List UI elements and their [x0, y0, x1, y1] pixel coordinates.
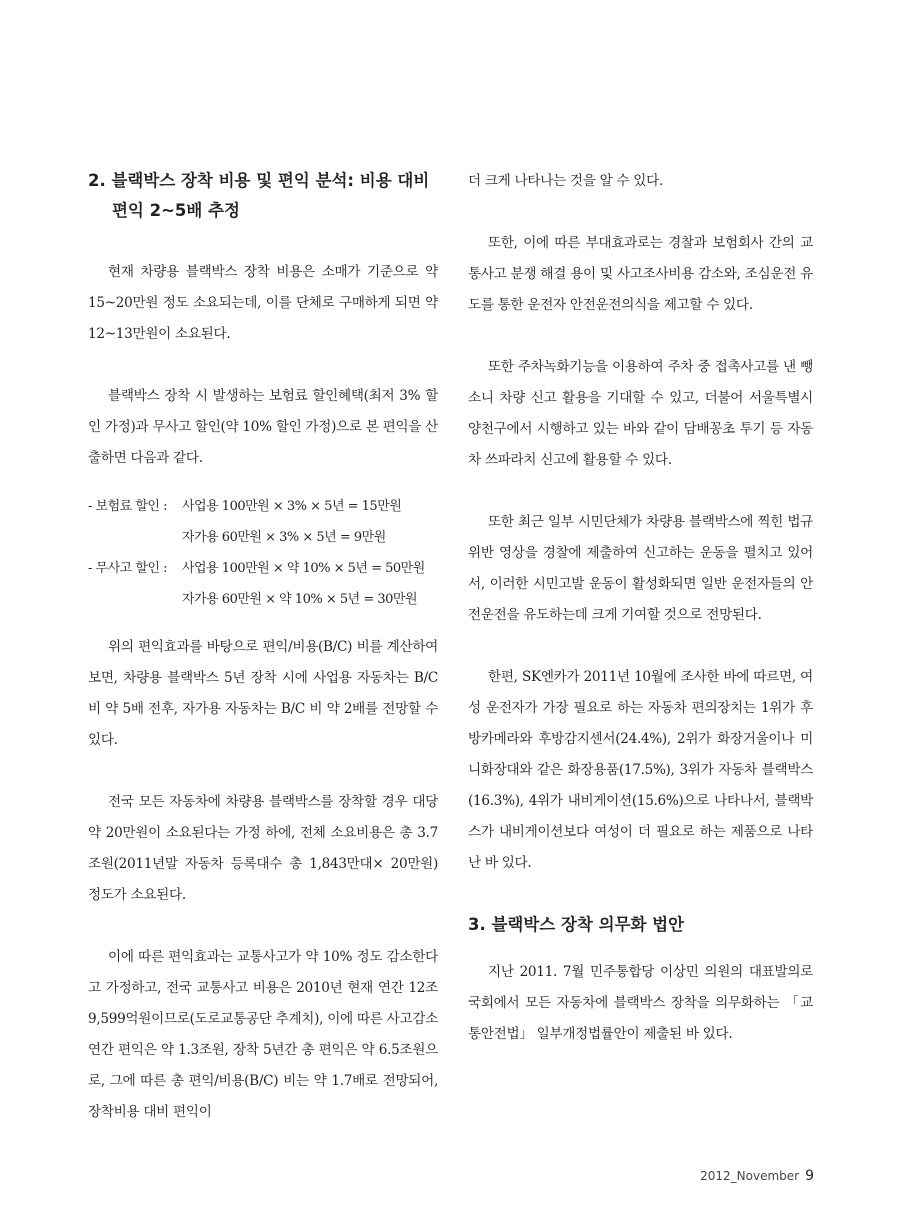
calc-label: - 무사고 할인 : — [88, 561, 167, 576]
calc-row — [88, 491, 438, 522]
calc-row — [88, 522, 438, 553]
calc-value: 사업용 100만원 × 약 10% × 5년 = 50만원 — [182, 561, 425, 576]
right-column — [468, 166, 813, 1050]
section-2-heading — [88, 166, 438, 226]
calc-label — [88, 522, 182, 553]
left-column — [88, 166, 438, 1128]
paragraph-sk-encar-survey: 한편, SK엔카가 2011년 10월에 조사한 바에 따르면, 여성 운전자가 가장 필요로 하는 자동차 편의장치는 1위가 후방카메라와 후방감지센서(24.4%), 2위가 화장거울이나 미니화장대와 같은 화장용품(17.5%), 3위가 자동차 블랙박스(16.3%), 4위가 내비게이션(15.6%)으로 나타나서, 블랙박스가 내비게이션보다 여성이 더 필요로 하는 제품으로 나타난 바 있다. — [468, 669, 813, 871]
calc-value: 자가용 60만원 × 3% × 5년 = 9만원 — [182, 530, 386, 545]
paragraph-bc-ratio: 위의 편익효과를 바탕으로 편익/비용(B/C) 비를 계산하여 보면, 차량용 블랙박스 5년 장착 시에 사업용 자동차는 B/C 비 약 5배 전후, 자가용 자동차는 B/C 비 약 2배를 전망할 수 있다. — [88, 639, 438, 748]
section-2-heading-line2: 편익 2~5배 추정 — [112, 201, 240, 220]
paragraph-parking-recording: 또한 주차녹화기능을 이용하여 주차 중 접촉사고를 낸 뺑소니 차량 신고 활용을 기대할 수 있고, 더불어 서울특별시 양천구에서 시행하고 있는 바와 같이 담배꽁초 투기 등 자동차 쓰파라치 신고에 활용할 수 있다. — [468, 359, 813, 468]
paragraph-bill: 지난 2011. 7월 민주통합당 이상민 의원의 대표발의로 국회에서 모든 자동차에 블랙박스 장착을 의무화하는 「교통안전법」 일부개정법률안이 제출된 바 있다. — [468, 964, 813, 1042]
calc-value: 사업용 100만원 × 3% × 5년 = 15만원 — [182, 499, 402, 514]
calc-value: 자가용 60만원 × 약 10% × 5년 = 30만원 — [182, 592, 418, 607]
calc-label: - 보험료 할인 : — [88, 499, 167, 514]
paragraph-continued: 더 크게 나타나는 것을 알 수 있다. — [468, 173, 663, 189]
benefit-calculation — [88, 491, 438, 615]
calc-row — [88, 584, 438, 615]
issue-label: 2012_November — [700, 1169, 800, 1183]
section-3-heading: 3. 블랙박스 장착 의무화 법안 — [468, 915, 685, 934]
calc-row — [88, 553, 438, 584]
calc-label — [88, 584, 182, 615]
page-footer — [700, 1168, 814, 1184]
paragraph-side-effects: 또한, 이에 따른 부대효과로는 경찰과 보험회사 간의 교통사고 분쟁 해결 용이 및 사고조사비용 감소와, 조심운전 유도를 통한 운전자 안전운전의식을 제고할 수 있다. — [468, 235, 813, 313]
paragraph-total-cost: 전국 모든 자동차에 차량용 블랙박스를 장착할 경우 대당 약 20만원이 소요된다는 가정 하에, 전체 소요비용은 총 3.7조원(2011년말 자동차 등록대수 총 1,843만대× 20만원) 정도가 소요된다. — [88, 794, 438, 903]
paragraph-total-benefit: 이에 따른 편익효과는 교통사고가 약 10% 정도 감소한다고 가정하고, 전국 교통사고 비용은 2010년 현재 연간 12조 9,599억원이므로(도로교통공단 추계치), 이에 따른 사고감소 연간 편익은 약 1.3조원, 장착 5년간 총 편익은 약 6.5조원으로, 그에 따른 총 편익/비용(B/C) 비는 약 1.7배로 전망되어, 장착비용 대비 편익이 — [88, 949, 438, 1120]
paragraph-civic-groups: 또한 최근 일부 시민단체가 차량용 블랙박스에 찍힌 법규위반 영상을 경찰에 제출하여 신고하는 운동을 펼치고 있어서, 이러한 시민고발 운동이 활성화되면 일반 운전자들의 안전운전을 유도하는데 크게 기여할 것으로 전망된다. — [468, 514, 813, 623]
page-number: 9 — [805, 1168, 814, 1184]
paragraph-benefit-intro: 블랙박스 장착 시 발생하는 보험료 할인혜택(최저 3% 할인 가정)과 무사고 할인(약 10% 할인 가정)으로 본 편익을 산출하면 다음과 같다. — [88, 388, 438, 466]
section-2-heading-line1: 2. 블랙박스 장착 비용 및 편익 분석: 비용 대비 — [88, 171, 430, 190]
paragraph-cost: 현재 차량용 블랙박스 장착 비용은 소매가 기준으로 약 15~20만원 정도 소요되는데, 이를 단체로 구매하게 되면 약 12~13만원이 소요된다. — [88, 264, 438, 342]
